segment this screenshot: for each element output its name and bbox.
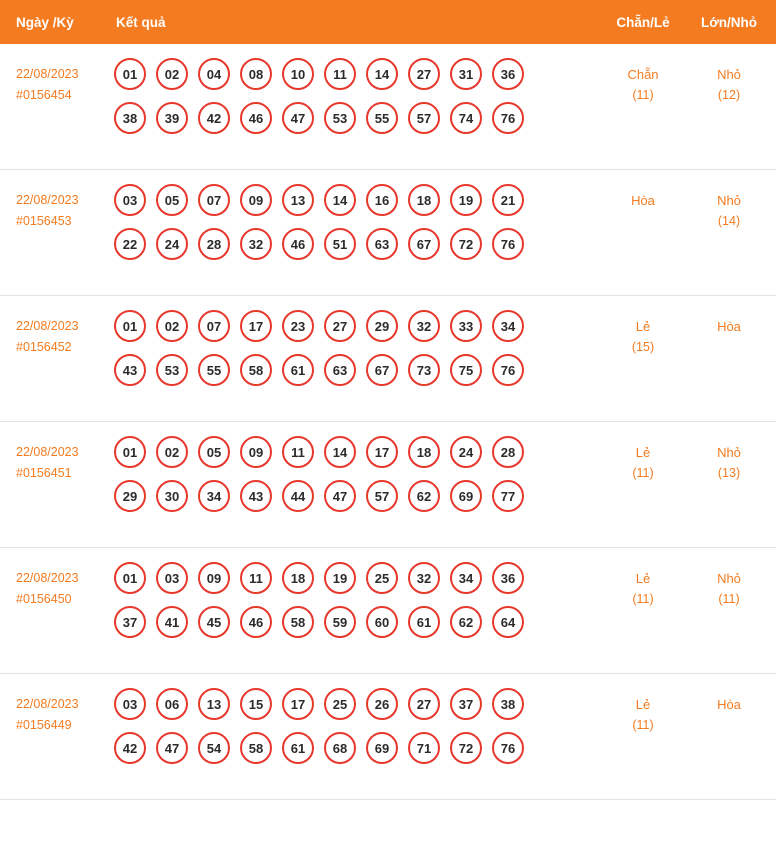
parity-value: Hòa bbox=[631, 193, 655, 208]
result-ball: 69 bbox=[366, 732, 398, 764]
result-balls-cell bbox=[108, 310, 598, 386]
result-ball: 01 bbox=[114, 562, 146, 594]
result-ball: 53 bbox=[156, 354, 188, 386]
result-ball: 67 bbox=[366, 354, 398, 386]
result-ball: 25 bbox=[366, 562, 398, 594]
result-ball: 09 bbox=[240, 436, 272, 468]
ball-row bbox=[114, 732, 598, 764]
result-ball: 14 bbox=[324, 436, 356, 468]
result-ball: 02 bbox=[156, 310, 188, 342]
draw-date: 22/08/2023 bbox=[16, 319, 79, 333]
result-ball: 76 bbox=[492, 732, 524, 764]
result-ball: 09 bbox=[198, 562, 230, 594]
parity-cell bbox=[598, 436, 688, 484]
result-ball: 46 bbox=[240, 606, 272, 638]
result-ball: 28 bbox=[492, 436, 524, 468]
result-ball: 58 bbox=[240, 732, 272, 764]
result-ball: 14 bbox=[366, 58, 398, 90]
ball-row bbox=[114, 606, 598, 638]
result-ball: 63 bbox=[366, 228, 398, 260]
draw-date: 22/08/2023 bbox=[16, 67, 79, 81]
table-header bbox=[0, 0, 776, 44]
result-ball: 03 bbox=[114, 184, 146, 216]
size-cell bbox=[688, 436, 776, 484]
result-ball: 25 bbox=[324, 688, 356, 720]
result-ball: 58 bbox=[282, 606, 314, 638]
result-ball: 55 bbox=[366, 102, 398, 134]
result-ball: 33 bbox=[450, 310, 482, 342]
result-ball: 39 bbox=[156, 102, 188, 134]
result-ball: 61 bbox=[408, 606, 440, 638]
parity-cell bbox=[598, 688, 688, 736]
draw-id: #0156453 bbox=[16, 214, 72, 228]
result-balls-cell bbox=[108, 58, 598, 134]
result-ball: 19 bbox=[450, 184, 482, 216]
result-ball: 11 bbox=[324, 58, 356, 90]
result-ball: 28 bbox=[198, 228, 230, 260]
size-value: Nhỏ bbox=[717, 445, 741, 460]
table-row bbox=[0, 422, 776, 548]
table-row bbox=[0, 170, 776, 296]
size-count: (13) bbox=[717, 466, 741, 480]
size-count: (11) bbox=[718, 592, 740, 606]
table-row bbox=[0, 296, 776, 422]
result-ball: 72 bbox=[450, 732, 482, 764]
result-ball: 17 bbox=[366, 436, 398, 468]
size-count: (14) bbox=[717, 214, 741, 228]
result-ball: 07 bbox=[198, 310, 230, 342]
result-ball: 04 bbox=[198, 58, 230, 90]
result-ball: 07 bbox=[198, 184, 230, 216]
result-ball: 60 bbox=[366, 606, 398, 638]
header-result-column: Kết quả bbox=[116, 14, 166, 30]
draw-id: #0156449 bbox=[16, 718, 72, 732]
size-cell bbox=[688, 688, 776, 715]
parity-value: Lẻ bbox=[635, 571, 651, 586]
result-ball: 57 bbox=[366, 480, 398, 512]
results-table-body bbox=[0, 44, 776, 800]
result-balls-cell bbox=[108, 184, 598, 260]
result-ball: 09 bbox=[240, 184, 272, 216]
size-value: Hòa bbox=[717, 697, 741, 712]
result-ball: 59 bbox=[324, 606, 356, 638]
draw-date: 22/08/2023 bbox=[16, 445, 79, 459]
size-value: Nhỏ bbox=[717, 571, 741, 586]
result-ball: 05 bbox=[198, 436, 230, 468]
result-ball: 24 bbox=[450, 436, 482, 468]
result-ball: 75 bbox=[450, 354, 482, 386]
size-cell bbox=[688, 58, 776, 106]
draw-id: #0156454 bbox=[16, 88, 72, 102]
result-ball: 29 bbox=[114, 480, 146, 512]
result-ball: 19 bbox=[324, 562, 356, 594]
result-ball: 36 bbox=[492, 58, 524, 90]
parity-count: (11) bbox=[632, 88, 654, 102]
result-ball: 58 bbox=[240, 354, 272, 386]
result-ball: 06 bbox=[156, 688, 188, 720]
result-ball: 13 bbox=[282, 184, 314, 216]
parity-count: (11) bbox=[632, 592, 654, 606]
result-ball: 27 bbox=[408, 58, 440, 90]
ball-row bbox=[114, 58, 598, 90]
parity-cell bbox=[598, 184, 688, 211]
result-ball: 55 bbox=[198, 354, 230, 386]
result-ball: 62 bbox=[408, 480, 440, 512]
result-ball: 11 bbox=[240, 562, 272, 594]
result-ball: 47 bbox=[324, 480, 356, 512]
parity-count: (15) bbox=[631, 340, 655, 354]
result-ball: 43 bbox=[114, 354, 146, 386]
result-balls-cell bbox=[108, 688, 598, 764]
result-ball: 05 bbox=[156, 184, 188, 216]
draw-date-cell bbox=[0, 58, 108, 106]
header-parity-column: Chẵn/Lẻ bbox=[616, 14, 670, 30]
result-ball: 32 bbox=[240, 228, 272, 260]
result-ball: 68 bbox=[324, 732, 356, 764]
draw-date-cell bbox=[0, 436, 108, 484]
draw-date: 22/08/2023 bbox=[16, 193, 79, 207]
draw-date-cell bbox=[0, 184, 108, 232]
result-ball: 47 bbox=[156, 732, 188, 764]
result-ball: 51 bbox=[324, 228, 356, 260]
result-ball: 32 bbox=[408, 310, 440, 342]
result-ball: 64 bbox=[492, 606, 524, 638]
parity-cell bbox=[598, 310, 688, 358]
result-ball: 17 bbox=[282, 688, 314, 720]
result-ball: 38 bbox=[492, 688, 524, 720]
parity-value: Chẵn bbox=[627, 67, 659, 82]
result-ball: 34 bbox=[450, 562, 482, 594]
result-ball: 03 bbox=[114, 688, 146, 720]
result-ball: 71 bbox=[408, 732, 440, 764]
parity-value: Lẻ bbox=[635, 445, 651, 460]
ball-row bbox=[114, 102, 598, 134]
result-ball: 57 bbox=[408, 102, 440, 134]
size-count: (12) bbox=[717, 88, 741, 102]
draw-id: #0156451 bbox=[16, 466, 72, 480]
result-ball: 46 bbox=[240, 102, 272, 134]
parity-count: (11) bbox=[632, 718, 654, 732]
result-ball: 43 bbox=[240, 480, 272, 512]
ball-row bbox=[114, 354, 598, 386]
result-ball: 36 bbox=[492, 562, 524, 594]
result-ball: 47 bbox=[282, 102, 314, 134]
result-ball: 11 bbox=[282, 436, 314, 468]
result-ball: 14 bbox=[324, 184, 356, 216]
result-ball: 76 bbox=[492, 102, 524, 134]
result-ball: 77 bbox=[492, 480, 524, 512]
ball-row bbox=[114, 228, 598, 260]
ball-row bbox=[114, 480, 598, 512]
result-ball: 01 bbox=[114, 310, 146, 342]
result-ball: 01 bbox=[114, 58, 146, 90]
result-ball: 17 bbox=[240, 310, 272, 342]
result-ball: 61 bbox=[282, 732, 314, 764]
result-ball: 18 bbox=[408, 436, 440, 468]
size-cell bbox=[688, 184, 776, 232]
draw-date-cell bbox=[0, 310, 108, 358]
result-ball: 73 bbox=[408, 354, 440, 386]
result-ball: 69 bbox=[450, 480, 482, 512]
draw-date: 22/08/2023 bbox=[16, 571, 79, 585]
draw-date: 22/08/2023 bbox=[16, 697, 79, 711]
result-ball: 30 bbox=[156, 480, 188, 512]
header-date-column: Ngày /Kỳ bbox=[16, 14, 74, 30]
ball-row bbox=[114, 184, 598, 216]
table-row bbox=[0, 674, 776, 800]
result-ball: 34 bbox=[492, 310, 524, 342]
parity-value: Lẻ bbox=[635, 319, 651, 334]
result-ball: 15 bbox=[240, 688, 272, 720]
result-ball: 38 bbox=[114, 102, 146, 134]
header-size-column: Lớn/Nhỏ bbox=[700, 14, 758, 30]
result-ball: 02 bbox=[156, 436, 188, 468]
result-ball: 10 bbox=[282, 58, 314, 90]
result-ball: 63 bbox=[324, 354, 356, 386]
result-ball: 37 bbox=[450, 688, 482, 720]
draw-date-cell bbox=[0, 562, 108, 610]
result-ball: 22 bbox=[114, 228, 146, 260]
ball-row bbox=[114, 688, 598, 720]
result-ball: 34 bbox=[198, 480, 230, 512]
parity-cell bbox=[598, 58, 688, 106]
result-ball: 62 bbox=[450, 606, 482, 638]
draw-date-cell bbox=[0, 688, 108, 736]
result-ball: 76 bbox=[492, 228, 524, 260]
result-ball: 18 bbox=[282, 562, 314, 594]
result-ball: 26 bbox=[366, 688, 398, 720]
result-ball: 29 bbox=[366, 310, 398, 342]
result-ball: 13 bbox=[198, 688, 230, 720]
result-ball: 27 bbox=[324, 310, 356, 342]
result-ball: 76 bbox=[492, 354, 524, 386]
parity-cell bbox=[598, 562, 688, 610]
result-balls-cell bbox=[108, 436, 598, 512]
result-ball: 42 bbox=[114, 732, 146, 764]
result-ball: 45 bbox=[198, 606, 230, 638]
result-ball: 53 bbox=[324, 102, 356, 134]
result-ball: 16 bbox=[366, 184, 398, 216]
ball-row bbox=[114, 562, 598, 594]
result-ball: 74 bbox=[450, 102, 482, 134]
result-ball: 41 bbox=[156, 606, 188, 638]
parity-count: (11) bbox=[632, 466, 654, 480]
result-balls-cell bbox=[108, 562, 598, 638]
result-ball: 03 bbox=[156, 562, 188, 594]
result-ball: 32 bbox=[408, 562, 440, 594]
result-ball: 21 bbox=[492, 184, 524, 216]
size-value: Nhỏ bbox=[717, 67, 741, 82]
result-ball: 31 bbox=[450, 58, 482, 90]
table-row bbox=[0, 548, 776, 674]
result-ball: 08 bbox=[240, 58, 272, 90]
ball-row bbox=[114, 436, 598, 468]
result-ball: 46 bbox=[282, 228, 314, 260]
size-value: Nhỏ bbox=[717, 193, 741, 208]
result-ball: 02 bbox=[156, 58, 188, 90]
ball-row bbox=[114, 310, 598, 342]
result-ball: 37 bbox=[114, 606, 146, 638]
result-ball: 18 bbox=[408, 184, 440, 216]
size-cell bbox=[688, 310, 776, 337]
result-ball: 61 bbox=[282, 354, 314, 386]
size-value: Hòa bbox=[717, 319, 741, 334]
size-cell bbox=[688, 562, 776, 610]
result-ball: 54 bbox=[198, 732, 230, 764]
result-ball: 27 bbox=[408, 688, 440, 720]
result-ball: 72 bbox=[450, 228, 482, 260]
result-ball: 42 bbox=[198, 102, 230, 134]
table-row bbox=[0, 44, 776, 170]
result-ball: 24 bbox=[156, 228, 188, 260]
result-ball: 23 bbox=[282, 310, 314, 342]
result-ball: 01 bbox=[114, 436, 146, 468]
draw-id: #0156450 bbox=[16, 592, 72, 606]
result-ball: 44 bbox=[282, 480, 314, 512]
result-ball: 67 bbox=[408, 228, 440, 260]
draw-id: #0156452 bbox=[16, 340, 72, 354]
parity-value: Lẻ bbox=[635, 697, 651, 712]
